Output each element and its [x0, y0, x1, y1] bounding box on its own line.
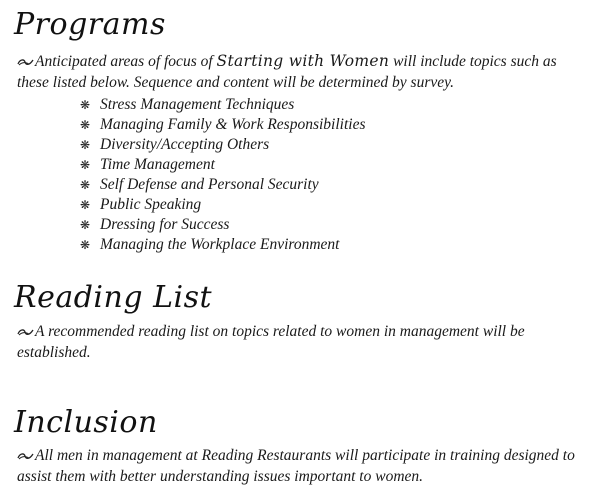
topic-label: Dressing for Success — [100, 216, 230, 233]
topic-item — [80, 115, 366, 135]
topic-label: Managing the Workplace Environment — [100, 236, 340, 253]
flourish-icon — [17, 452, 35, 461]
inclusion-text: All men in management at Reading Restaurants will participate in training designed to assist them with better understanding issues important to women. — [17, 447, 575, 485]
reading-list-heading: Reading List — [14, 280, 213, 315]
topic-list — [80, 95, 366, 255]
topic-label: Stress Management Techniques — [100, 96, 295, 113]
topic-item — [80, 175, 366, 195]
bullet-icon: ❋ — [80, 138, 91, 152]
bullet-icon: ❋ — [80, 118, 91, 132]
topic-item — [80, 235, 366, 255]
reading-list-text-block — [17, 321, 592, 363]
bullet-icon: ❋ — [80, 218, 91, 232]
topic-label: Diversity/Accepting Others — [100, 136, 270, 153]
program-name: Starting with Women — [216, 52, 390, 70]
topic-item — [80, 155, 366, 175]
reading-list-text: A recommended reading list on topics related to women in management will be established. — [17, 323, 525, 361]
topic-label: Managing Family & Work Responsibilities — [100, 116, 366, 133]
programs-heading: Programs — [14, 7, 166, 42]
bullet-icon: ❋ — [80, 198, 91, 212]
topic-item — [80, 215, 366, 235]
programs-intro-start: Anticipated areas of focus of — [35, 53, 217, 70]
bullet-icon: ❋ — [80, 178, 91, 192]
topic-item — [80, 135, 366, 155]
topic-label: Self Defense and Personal Security — [100, 176, 319, 193]
flourish-icon — [17, 58, 35, 67]
bullet-icon: ❋ — [80, 158, 91, 172]
topic-item — [80, 195, 366, 215]
inclusion-heading: Inclusion — [14, 405, 158, 440]
topic-item — [80, 95, 366, 115]
topic-label: Public Speaking — [100, 196, 202, 213]
topic-label: Time Management — [100, 156, 215, 173]
inclusion-text-block — [17, 445, 592, 487]
bullet-icon: ❋ — [80, 238, 91, 252]
bullet-icon: ❋ — [80, 98, 91, 112]
flourish-icon — [17, 328, 35, 337]
programs-intro-end: will include topics such as these listed below. Sequence and content will be determined by survey. — [17, 53, 557, 91]
programs-intro — [17, 51, 592, 93]
